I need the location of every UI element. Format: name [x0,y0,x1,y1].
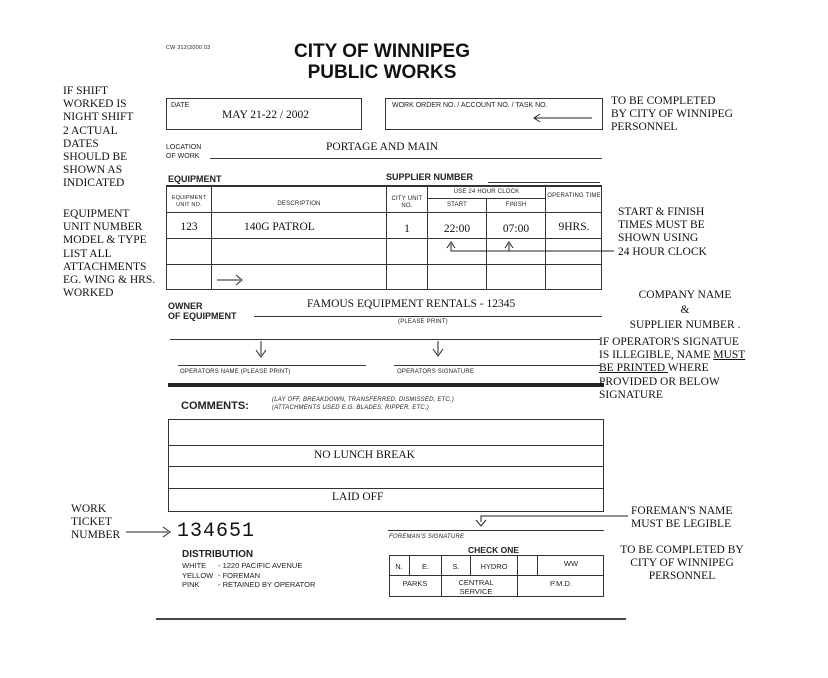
note-line: SHOWN AS [63,164,123,177]
header-finish: FINISH [505,202,527,208]
dist-color: PINK [182,580,200,589]
work-order-label: WORK ORDER NO. / ACCOUNT NO. / TASK NO. [392,102,548,109]
note-line: MUST BE LEGIBLE [631,518,732,531]
cell-city-unit[interactable]: 1 [404,223,410,235]
dist-text: - 1220 PACIFIC AVENUE [218,561,303,570]
note-line: NIGHT SHIFT [63,111,134,124]
arrow-icon [451,244,614,251]
owner-label-2: OF EQUIPMENT [168,311,237,321]
owner-value: FAMOUS EQUIPMENT RENTALS - 12345 [307,298,516,310]
dist-color: YELLOW [182,570,214,580]
note-line: 24 HOUR CLOCK [618,245,707,258]
check-s[interactable]: S. [452,562,460,571]
note-line: NUMBER [71,529,121,542]
header-operating: OPERATING TIME [547,193,601,199]
cell-description[interactable]: 140G PATROL [244,221,315,233]
note-line: WORKED [63,287,114,300]
header-start: START [446,202,468,208]
check-pmd[interactable]: P.M.D. [550,579,572,588]
note-line: COMPANY NAME [638,289,732,301]
note-line: TIMES MUST BE [618,219,705,232]
dist-text: - RETAINED BY OPERATOR [218,580,316,589]
title-line-2: PUBLIC WORKS [307,62,457,83]
arrow-icon [481,516,628,522]
location-value: PORTAGE AND MAIN [326,141,439,153]
ticket-number: 134651 [177,520,256,543]
comment-row-1: NO LUNCH BREAK [314,449,415,461]
check-e[interactable]: E. [421,562,430,571]
note-line: START & FINISH [618,206,705,218]
title-line-1: CITY OF WINNIPEG [294,41,470,62]
header-clock: USE 24 HOUR CLOCK [453,189,520,195]
note-line: PERSONNEL [648,570,716,583]
location-label-1: LOCATION [166,144,202,151]
supplier-label: SUPPLIER NUMBER [386,172,474,182]
comments-hint-2: (ATTACHMENTS USED E.G. BLADES, RIPPER, ETC.) [272,405,429,411]
check-hydro[interactable]: HYDRO [480,562,508,571]
header-city-unit: CITY UNIT NO. [391,196,423,209]
note-line: ATTACHMENTS [63,260,147,273]
operators-name-label: OPERATORS NAME (PLEASE PRINT) [180,369,291,375]
note-line: PROVIDED OR BELOW [599,375,720,388]
note-line: 2 ACTUAL [63,124,118,137]
location-label-2: OF WORK [166,153,200,160]
note-line: TO BE COMPLETED [611,95,716,107]
note-line: INDICATED [63,177,125,190]
note-line: PERSONNEL [611,121,678,134]
note-emphasis: BE PRINTED [599,362,668,375]
note-line: IF SHIFT [63,85,109,97]
check-ww[interactable]: WW [563,559,579,568]
note-line: WORKED IS [63,98,127,111]
comments-hint-1: (LAY OFF, BREAKDOWN, TRANSFERRED, DISMISSED, ETC.) [272,397,455,403]
note-line: DATES [63,137,99,150]
note-line: IF OPERATOR'S SIGNATUE [599,336,739,348]
note-emphasis: MUST [713,349,746,362]
note-line: SIGNATURE [599,388,663,401]
note-line: UNIT NUMBER [63,221,143,234]
check-central-service[interactable]: CENTRAL SERVICE [458,578,494,596]
note-line: & [680,304,690,316]
dist-text: - FOREMAN [218,570,261,580]
note-text: IS ILLEGIBLE, NAME [599,349,714,362]
check-n[interactable]: N. [395,562,403,571]
cell-finish[interactable]: 07:00 [502,223,530,235]
note-line: LIST ALL [63,247,112,260]
note-line: WORK [71,503,107,515]
header-unit-no: EQUIPMENT UNIT NO. [171,195,207,208]
note-text: WHERE [667,362,709,375]
owner-label-1: OWNER [168,301,203,311]
foreman-sig-label: FOREMAN'S SIGNATURE [389,534,465,540]
distribution-title: DISTRIBUTION [182,549,254,560]
note-line: EG. WING & HRS. [63,274,156,287]
dist-color: WHITE [182,561,207,570]
date-label: DATE [171,102,190,109]
header-description: DESCRIPTION [277,201,321,207]
comments-label: COMMENTS: [181,400,249,412]
equipment-label: EQUIPMENT [168,174,222,184]
note-line: FOREMAN'S NAME [631,505,733,517]
owner-please-print: (PLEASE PRINT) [398,319,448,325]
note-line: EQUIPMENT [63,208,130,220]
check-one-label: CHECK ONE [468,545,520,555]
note-line: BY CITY OF WINNIPEG [611,108,733,121]
note-line: SHOULD BE [63,151,128,164]
note-line: TICKET [71,516,112,529]
note-line: SHOWN USING [618,232,699,245]
note-line: TO BE COMPLETED BY [620,544,744,556]
note-line: MODEL & TYPE [63,234,147,247]
comment-row-2: LAID OFF [332,491,384,503]
operators-sig-label: OPERATORS SIGNATURE [397,369,475,375]
date-value: MAY 21-22 / 2002 [222,109,310,121]
cell-unit-no[interactable]: 123 [180,221,198,233]
form-code: CW 312(2000 03 [166,45,211,51]
cell-start[interactable]: 22:00 [443,223,471,235]
note-line: CITY OF WINNIPEG [630,557,734,570]
check-parks[interactable]: PARKS [402,579,428,588]
note-line: SUPPLIER NUMBER . [629,319,741,331]
cell-operating[interactable]: 9HRS. [558,221,590,233]
